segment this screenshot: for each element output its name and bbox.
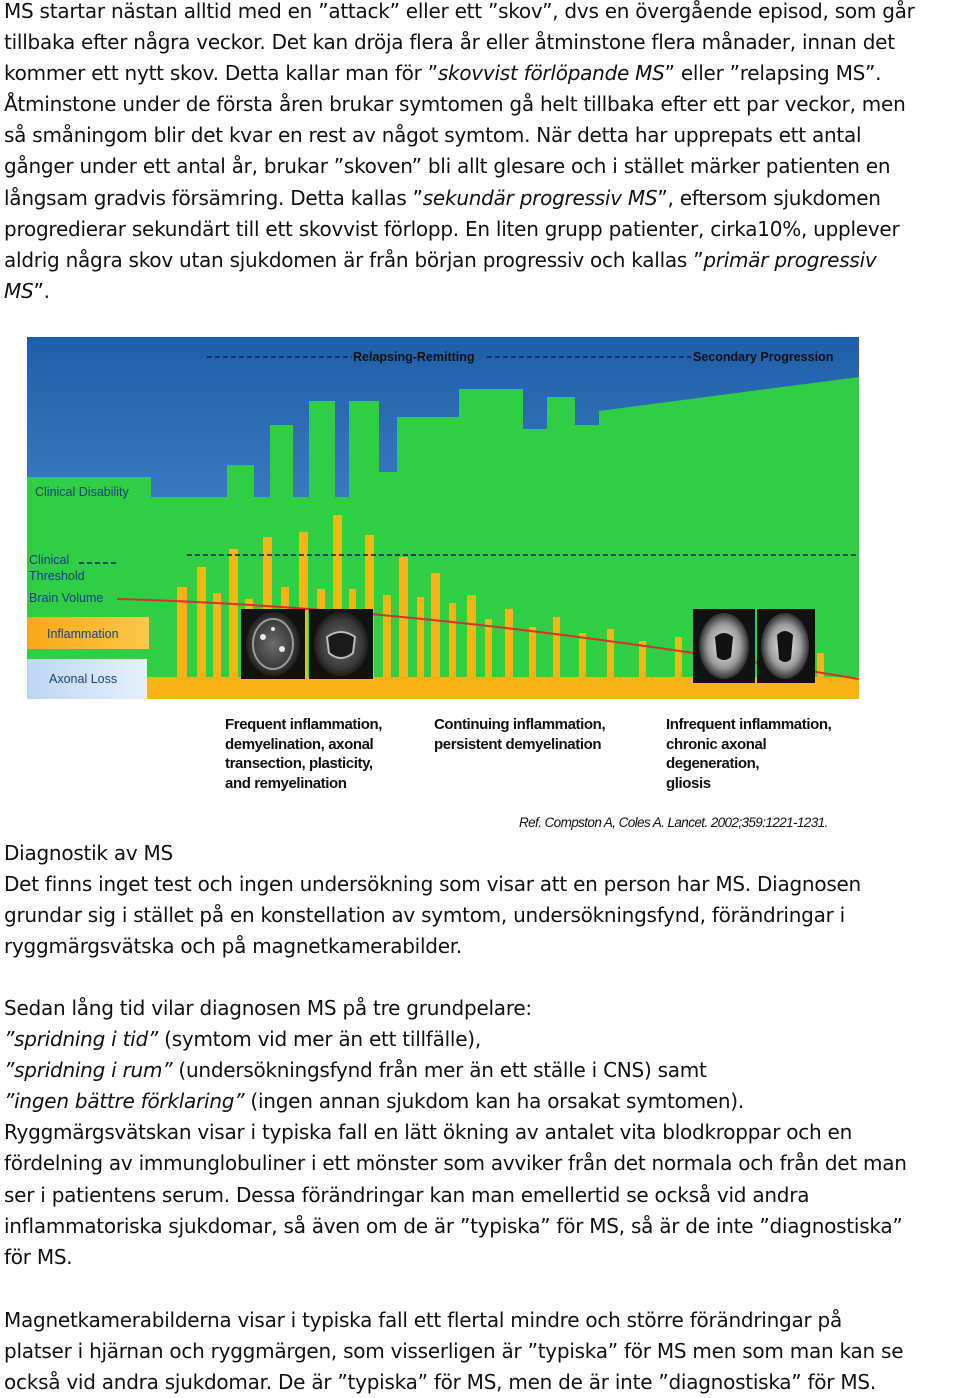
caption-line: persistent demyelination: [434, 735, 602, 753]
mri-image-4: [757, 609, 815, 683]
caption-line: Frequent inflammation,: [225, 716, 383, 733]
diagnostik-paragraph: [4, 869, 960, 962]
magnetkamera-paragraph: [4, 1305, 960, 1398]
text-line: gånger under ett antal år, brukar ”skoven” bli allt glesare och i stället märker patienten en: [4, 154, 891, 179]
text-line: kommer ett nytt skov. Detta kallar man för ”skovvist förlöpande MS” eller ”relapsing MS”.: [4, 61, 882, 86]
text-line: MS startar nästan alltid med en ”attack” eller ett ”skov”, dvs en övergående episod, som går: [4, 0, 915, 23]
text-line: Magnetkamerabilderna visar i typiska fall ett flertal mindre och större förändringar på: [4, 1308, 843, 1332]
clinical-label: Clinical: [29, 553, 70, 567]
text-line: långsam gradvis försämring. Detta kallas ”sekundär progressiv MS”, eftersom sjukdomen: [4, 185, 881, 210]
text-line: inflammatoriska sjukdomar, så även om de är ”typiska” för MS, så är de inte ”diagnostiska”: [4, 1213, 903, 1238]
grundpelare-paragraph: [4, 993, 960, 1273]
caption-line: demyelination, axonal: [225, 735, 374, 753]
secondary-progression-label: Secondary Progression: [693, 350, 834, 364]
text-line: ”spridning i tid” (symtom vid mer än ett tillfälle),: [4, 1027, 481, 1052]
text-line: fördelning av immunglobuliner i ett mönster som avviker från det normala och från det man: [4, 1151, 907, 1176]
ms-course-figure: [27, 337, 859, 699]
caption-frequent: [225, 715, 382, 793]
text-line: tillbaka efter några veckor. Det kan dröja flera år eller åtminstone flera månader, innan det: [4, 30, 895, 55]
reference: Ref. Compston A, Coles A. Lancet. 2002;359:1221-1231.: [519, 815, 828, 830]
text-line: Det finns inget test och ingen undersökning som visar att en person har MS. Diagnosen: [4, 872, 861, 896]
mri-image-2: [309, 609, 373, 679]
mri-image-3: [693, 609, 755, 683]
caption-continuing: [434, 715, 605, 754]
text-line: ”spridning i rum” (undersökningsfynd från mer än ett ställe i CNS) samt: [4, 1058, 707, 1083]
caption-infrequent: [666, 715, 831, 793]
caption-line: Infrequent inflammation,: [666, 716, 832, 733]
intro-paragraph: [4, 0, 960, 307]
text-line: ”ingen bättre förklaring” (ingen annan sjukdom kan ha orsakat symtomen).: [4, 1089, 744, 1114]
axonal-loss-label: Axonal Loss: [49, 672, 118, 686]
clinical-disability-label: Clinical Disability: [35, 485, 129, 499]
text-line: för MS.: [4, 1244, 73, 1269]
relapsing-remitting-label: Relapsing-Remitting: [353, 350, 475, 364]
text-line: Åtminstone under de första åren brukar symtomen gå helt tillbaka efter ett par veckor, men: [4, 92, 906, 117]
caption-line: and remyelination: [225, 774, 347, 792]
caption-line: transection, plasticity,: [225, 755, 373, 772]
text-line: ryggmärgsvätska och på magnetkamerabilder.: [4, 934, 463, 959]
caption-line: degeneration,: [666, 755, 760, 772]
text-line: platser i hjärnan och ryggmärgen, som visserligen är ”typiska” för MS men som man kan se: [4, 1339, 904, 1364]
text-line: grundar sig i stället på en konstellation av symtom, undersökningsfynd, förändringar i: [4, 903, 845, 928]
caption-line: gliosis: [666, 774, 711, 792]
caption-line: Continuing inflammation,: [434, 716, 606, 733]
text-line: Sedan lång tid vilar diagnosen MS på tre grundpelare:: [4, 996, 532, 1020]
text-line: ser i patientens serum. Dessa förändringar kan man emellertid se också vid andra: [4, 1182, 810, 1207]
brain-volume-label: Brain Volume: [29, 591, 104, 605]
text-line: progredierar sekundärt till ett skovvist förlopp. En liten grupp patienter, cirka10%, upplever: [4, 216, 900, 241]
text-line: så småningom blir det kvar en rest av något symtom. När detta har upprepats ett antal: [4, 123, 862, 148]
caption-line: chronic axonal: [666, 735, 767, 753]
text-line: också vid andra sjukdomar. De är ”typiska” för MS, men de är inte ”diagnostiska” för MS.: [4, 1370, 876, 1395]
text-line: Ryggmärgsvätskan visar i typiska fall en lätt ökning av antalet vita blodkroppar och en: [4, 1120, 853, 1145]
inflammation-label: Inflammation: [47, 627, 119, 641]
text-line: MS”.: [4, 278, 50, 303]
mri-image-1: [241, 609, 305, 679]
text-line: aldrig några skov utan sjukdomen är från början progressiv och kallas ”primär progressiv: [4, 247, 877, 272]
diagnostik-heading: Diagnostik av MS: [4, 841, 173, 865]
threshold-label: Threshold: [29, 569, 85, 583]
